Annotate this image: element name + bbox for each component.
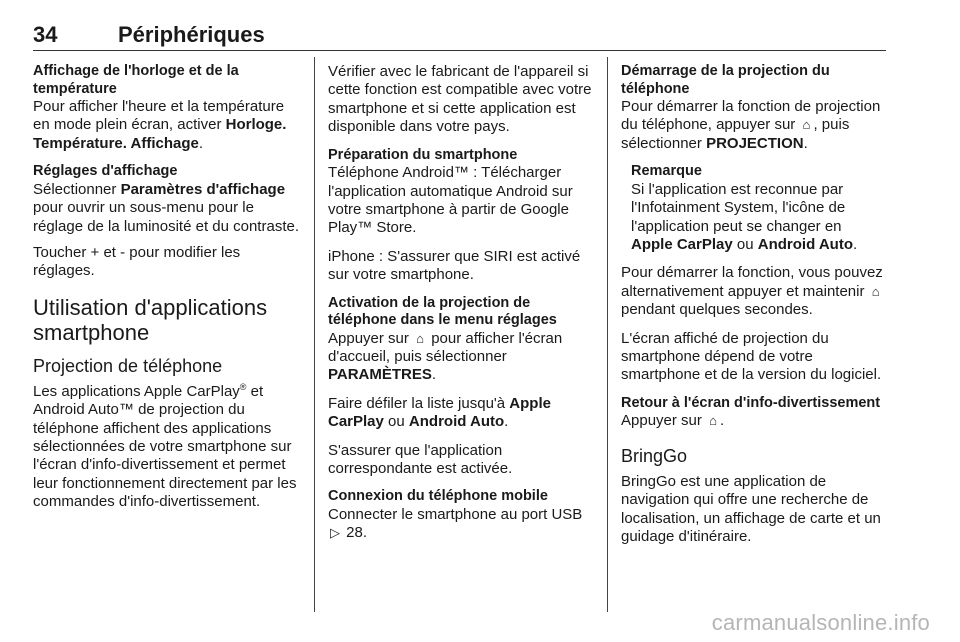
text: Sélectionner xyxy=(33,180,121,198)
heading-activation: Activation de la projection de téléphone dans le menu réglages xyxy=(328,294,557,329)
menu-path-clock: Horloge. Température. Affichage xyxy=(33,116,287,152)
menu-item-android-auto: Android Auto xyxy=(408,413,505,431)
heading-smartphone-prep: Préparation du smartphone xyxy=(328,146,518,163)
header-rule xyxy=(33,50,886,51)
text: Connecter le smartphone au port USB xyxy=(328,505,583,523)
watermark: carmanualsonline.info xyxy=(711,610,930,635)
paragraph-connect xyxy=(328,506,594,543)
heading-return: Retour à l'écran d'info-divertissement xyxy=(621,394,881,411)
note-title: Remarque xyxy=(631,163,702,180)
text: Appuyer sur xyxy=(621,412,707,430)
column-1 xyxy=(33,63,301,522)
text: pendant quelques secondes. xyxy=(621,301,813,319)
text: ou xyxy=(732,235,758,253)
column-divider-2 xyxy=(607,57,608,612)
paragraph-plus-minus: Toucher + et - pour modifier les réglages. xyxy=(33,243,241,280)
heading-clock: Affichage de l'horloge et de la température xyxy=(33,63,239,97)
note-text xyxy=(631,181,887,255)
paragraph-ensure-active: S'assurer que l'application correspondante est activée. xyxy=(328,441,513,477)
text: . xyxy=(504,413,509,431)
heading-bringgo: BringGo xyxy=(621,445,688,466)
menu-item-settings: PARAMÈTRES xyxy=(328,366,432,384)
paragraph-bringgo: BringGo est une application de navigation qui offre une recherche de localisation, un affichage de carte et un guidage d'itinéraire. xyxy=(621,472,881,545)
text: Pour démarrer la fonction de projection du téléphone, appuyer sur xyxy=(621,98,881,134)
note-apple-carplay: Apple CarPlay xyxy=(631,235,733,253)
text: Si l'application est reconnue par l'Infotainment System, l'icône de l'application peut se changer en xyxy=(631,180,846,235)
home-icon: ⌂ xyxy=(802,117,811,133)
registered-mark: ® xyxy=(239,381,247,392)
paragraph-alternative xyxy=(621,264,887,319)
heading-display-settings: Réglages d'affichage xyxy=(33,163,178,180)
menu-item-projection: PROJECTION xyxy=(706,134,804,152)
text: Appuyer sur xyxy=(328,329,414,347)
paragraph-iphone: iPhone : S'assurer que SIRI est activé sur votre smartphone. xyxy=(328,247,581,284)
text: . xyxy=(362,524,368,542)
section-title: Périphériques xyxy=(118,22,265,47)
home-icon: ⌂ xyxy=(709,413,717,429)
text: . xyxy=(803,134,808,152)
text: et Android Auto™ de projection du téléphone affichent des applications sélectionnées de votre smartphone sur l'écran d'info-divertissement et permet leur fonctionnement directement par les commandes d'info-divertissement. xyxy=(33,382,297,511)
text: . xyxy=(198,134,204,152)
text: pour ouvrir un sous-menu pour le réglage de la luminosité et du contraste. xyxy=(33,199,299,235)
menu-item-display-settings: Paramètres d'affichage xyxy=(120,180,286,198)
column-2 xyxy=(328,63,594,553)
page-number: 34 xyxy=(33,22,58,47)
text: Pour démarrer la fonction, vous pouvez alternativement appuyer et maintenir xyxy=(621,264,883,300)
note-box xyxy=(621,163,887,254)
text: Faire défiler la liste jusqu'à xyxy=(328,394,510,412)
column-3 xyxy=(621,63,887,556)
reference-arrow-icon: ▷ xyxy=(330,525,340,541)
page-header xyxy=(33,22,889,52)
heading-phone-projection: Projection de téléphone xyxy=(33,355,223,376)
paragraph-android: Téléphone Android™ : Télécharger l'application automatique Android sur votre smartphone à partir de Google Play™ Store. xyxy=(328,164,573,237)
paragraph-clock xyxy=(33,98,301,153)
heading-start-projection: Démarrage de la projection du téléphone xyxy=(621,63,830,97)
paragraph-screen-depends: L'écran affiché de projection du smartphone dépend de votre smartphone et de la version du logiciel. xyxy=(621,329,882,384)
paragraph-compatibility: Vérifier avec le fabricant de l'appareil si cette fonction est compatible avec votre smartphone et si cette application est disponible dans votre pays. xyxy=(328,63,592,136)
text: . xyxy=(720,412,725,430)
text: ou xyxy=(383,413,409,431)
home-icon: ⌂ xyxy=(416,330,424,346)
paragraph-start xyxy=(621,98,887,153)
heading-smartphone-apps: Utilisation d'applications smartphone xyxy=(33,294,268,345)
paragraph-scroll xyxy=(328,395,594,432)
note-android-auto: Android Auto xyxy=(757,235,854,253)
text: Les applications Apple CarPlay xyxy=(33,382,240,400)
heading-connect-phone: Connexion du téléphone mobile xyxy=(328,488,548,505)
text: . xyxy=(431,366,437,384)
home-icon: ⌂ xyxy=(871,283,880,299)
menu-item-apple-carplay: Apple CarPlay xyxy=(328,394,551,431)
paragraph-display xyxy=(33,181,301,236)
paragraph-press-home xyxy=(328,330,594,385)
text: pour afficher l'écran d'accueil, puis sélectionner xyxy=(328,329,563,365)
paragraph-return xyxy=(621,412,887,430)
text: Pour afficher l'heure et la température en mode plein écran, activer xyxy=(33,98,285,134)
column-divider-1 xyxy=(314,57,315,612)
page-reference-link[interactable]: 28 xyxy=(346,524,363,542)
text: . xyxy=(853,235,858,253)
text: , puis sélectionner xyxy=(621,116,850,152)
paragraph-projection xyxy=(33,383,301,512)
